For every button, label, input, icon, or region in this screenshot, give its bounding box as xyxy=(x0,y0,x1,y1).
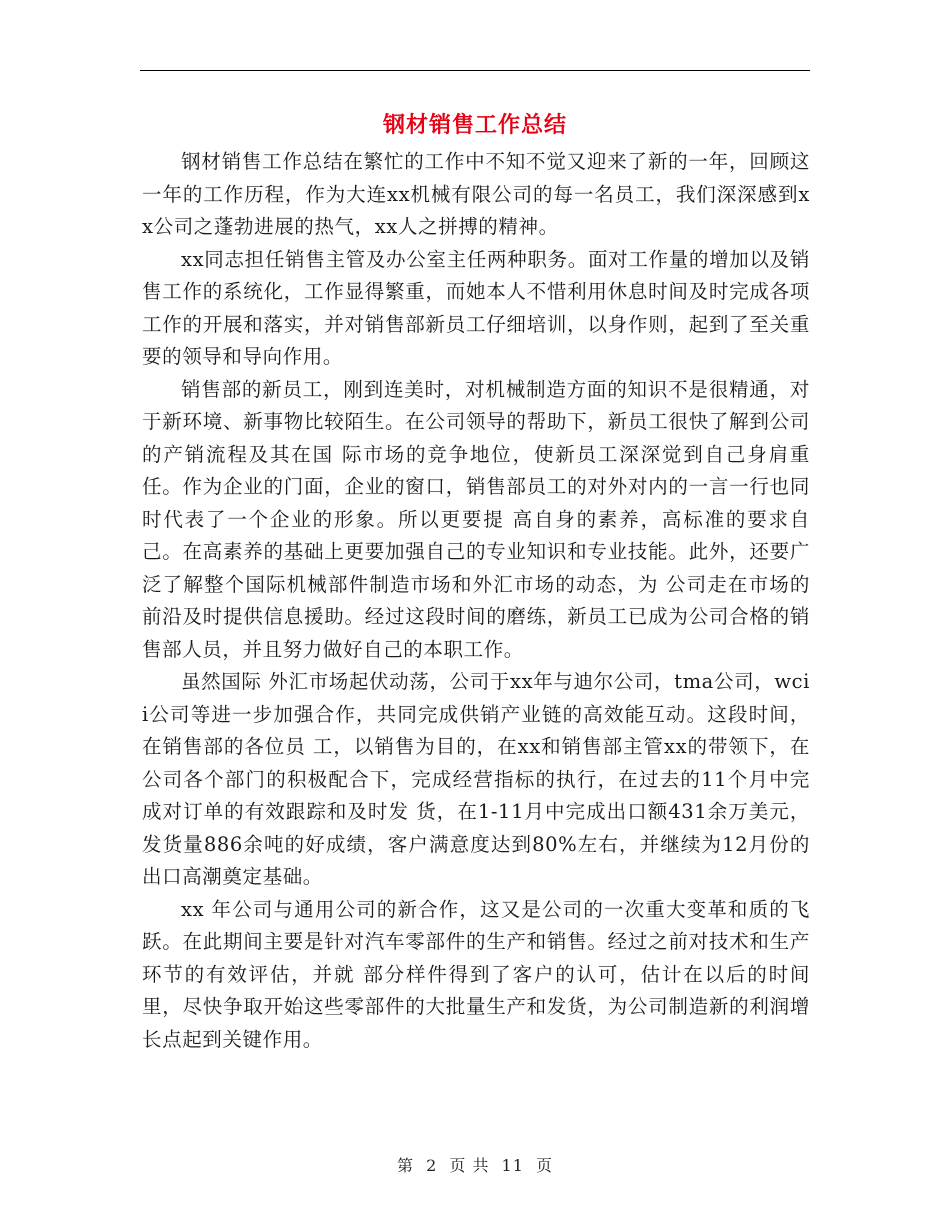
paragraph-5: xx 年公司与通用公司的新合作，这又是公司的一次重大变革和质的飞跃。在此期间主要是针对汽车零部件的生产和销售。经过之前对技术和生产环节的有效评估，并就 部分样件得到了客户的认可，估计在以后的时间里，尽快争取开始这些零部件的大批量生产和发货，为公司制造新的利润增长点起到关键作用。 xyxy=(142,897,810,1051)
footer-prefix: 第 xyxy=(396,1156,414,1175)
paragraph-3: 销售部的新员工，刚到连美时，对机械制造方面的知识不是很精通，对于新环境、新事物比较陌生。在公司领导的帮助下，新员工很快了解到公司的产销流程及其在国 际市场的竞争地位，使新员工深深觉到自己身肩重任。作为企业的门面，企业的窗口，销售部员工的对外对内的一言一行也同时代表了一个企业的形象。所以更要提 高自身的素养，高标准的要求自己。在高素养的基础上更要加强自己的专业知识和专业技能。此外，还要广泛了解整个国际机械部件制造市场和外汇市场的动态，为 公司走在市场的前沿及时提供信息援助。经过这段时间的磨练，新员工已成为公司合格的销售部人员，并且努力做好自己的本职工作。 xyxy=(142,377,810,661)
header-rule xyxy=(140,70,810,71)
page-footer xyxy=(0,1154,950,1178)
paragraph-1: 钢材销售工作总结在繁忙的工作中不知不觉又迎来了新的一年，回顾这一年的工作历程，作为大连xx机械有限公司的每一名员工，我们深深感到xx公司之蓬勃进展的热气，xx人之拼搏的精神。 xyxy=(142,150,810,238)
paragraph-2: xx同志担任销售主管及办公室主任两种职务。面对工作量的增加以及销售工作的系统化，工作显得繁重，而她本人不惜利用休息时间及时完成各项工作的开展和落实，并对销售部新员工仔细培训，以身作则，起到了至关重要的领导和导向作用。 xyxy=(142,247,810,368)
document-title: 钢材销售工作总结 xyxy=(382,112,567,138)
document-body xyxy=(142,146,810,1056)
footer-suffix: 页 xyxy=(536,1156,554,1175)
footer-middle: 页 共 xyxy=(449,1156,490,1175)
footer-current-page: 2 xyxy=(426,1156,438,1175)
paragraph-4: 虽然国际 外汇市场起伏动荡，公司于xx年与迪尔公司，tma公司，wcii公司等进一步加强合作，共同完成供销产业链的高效能互动。这段时间，在销售部的各位员 工，以销售为目的，在xx和销售部主管xx的带领下，在公司各个部门的积极配合下，完成经营指标的执行，在过去的11个月中完成对订单的有效跟踪和及时发 货，在1-11月中完成出口额431余万美元，发货量886余吨的好成绩，客户满意度达到80%左右，并继续为12月份的出口高潮奠定基础。 xyxy=(142,670,810,888)
footer-total-pages: 11 xyxy=(501,1156,524,1175)
